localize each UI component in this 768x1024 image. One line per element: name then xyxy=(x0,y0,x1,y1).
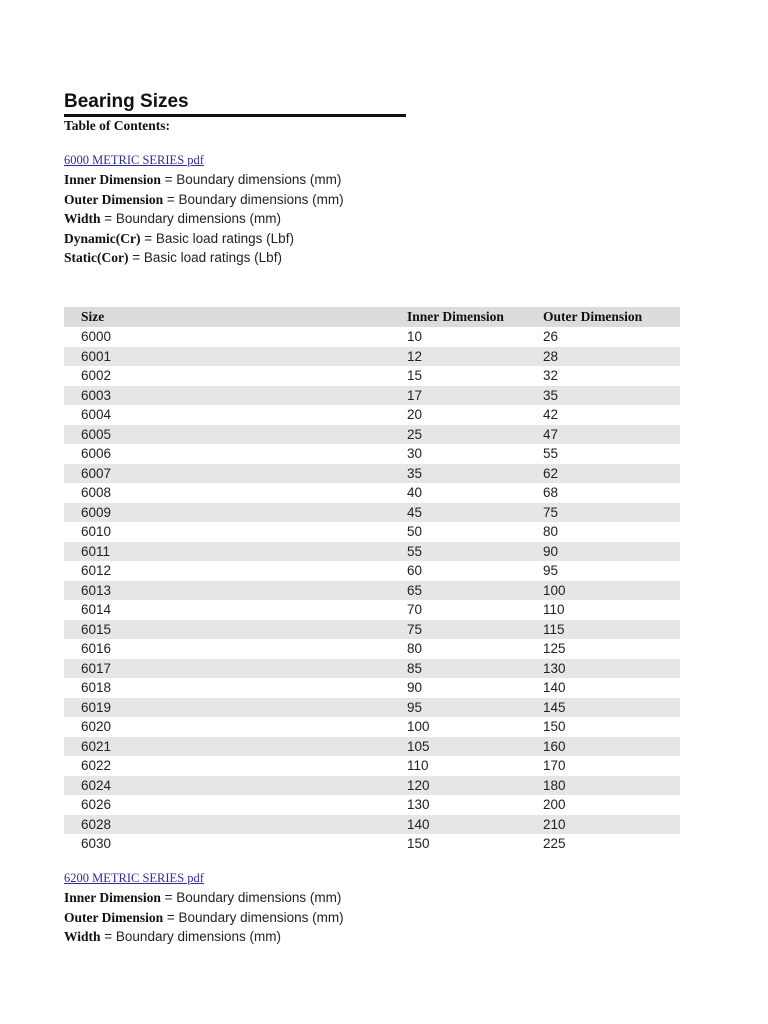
definition-desc: = Boundary dimensions (mm) xyxy=(160,890,342,905)
size-cell: 6020 xyxy=(81,719,112,734)
definition-desc: = Boundary dimensions (mm) xyxy=(163,191,344,207)
definition-outer-dimension xyxy=(64,908,344,928)
table-row xyxy=(64,503,680,523)
definition-term: Outer Dimension xyxy=(64,191,164,207)
inner-dimension-cell: 30 xyxy=(407,446,423,461)
inner-dimension-cell: 65 xyxy=(407,582,423,598)
size-cell: 6003 xyxy=(81,387,112,403)
outer-dimension-cell: 210 xyxy=(543,816,566,832)
outer-dimension-cell: 225 xyxy=(543,836,566,851)
definition-dynamic xyxy=(64,229,344,249)
outer-dimension-cell: 68 xyxy=(543,485,559,500)
outer-dimension-cell: 180 xyxy=(543,777,566,793)
outer-dimension-cell: 145 xyxy=(543,699,566,715)
table-row xyxy=(64,405,680,425)
table-row xyxy=(64,776,680,796)
table-row xyxy=(64,522,680,542)
table-row xyxy=(64,834,680,854)
table-row xyxy=(64,737,680,757)
inner-dimension-cell: 10 xyxy=(407,329,423,344)
series-6200-link[interactable]: 6200 METRIC SERIES pdf xyxy=(64,871,204,885)
bearing-sizes-table xyxy=(64,307,680,854)
header-size: Size xyxy=(81,309,105,324)
inner-dimension-cell: 12 xyxy=(407,348,423,364)
inner-dimension-cell: 15 xyxy=(407,368,423,383)
outer-dimension-cell: 150 xyxy=(543,719,566,734)
inner-dimension-cell: 35 xyxy=(407,465,423,481)
inner-dimension-cell: 75 xyxy=(407,621,423,637)
outer-dimension-cell: 90 xyxy=(543,543,559,559)
size-cell: 6019 xyxy=(81,699,112,715)
definition-outer-dimension xyxy=(64,190,344,210)
outer-dimension-cell: 75 xyxy=(543,504,559,520)
size-cell: 6026 xyxy=(81,797,112,812)
series-6000-link[interactable]: 6000 METRIC SERIES pdf xyxy=(64,153,204,167)
size-cell: 6017 xyxy=(81,660,112,676)
outer-dimension-cell: 35 xyxy=(543,387,559,403)
definition-desc: = Basic load ratings (Lbf) xyxy=(140,230,294,246)
size-cell: 6008 xyxy=(81,485,112,500)
inner-dimension-cell: 60 xyxy=(407,563,423,578)
table-row xyxy=(64,717,680,737)
outer-dimension-cell: 130 xyxy=(543,660,566,676)
definition-term: Width xyxy=(64,211,101,226)
page-title: Bearing Sizes xyxy=(64,91,189,112)
inner-dimension-cell: 20 xyxy=(407,407,423,422)
definition-width xyxy=(64,209,344,229)
inner-dimension-cell: 110 xyxy=(407,758,429,773)
size-cell: 6000 xyxy=(81,329,112,344)
size-cell: 6007 xyxy=(81,465,112,481)
table-row xyxy=(64,620,680,640)
table-row xyxy=(64,366,680,386)
outer-dimension-cell: 140 xyxy=(543,680,566,695)
outer-dimension-cell: 170 xyxy=(543,758,566,773)
definition-desc: = Boundary dimensions (mm) xyxy=(160,172,342,187)
definition-term: Dynamic(Cr) xyxy=(64,230,141,246)
size-cell: 6011 xyxy=(81,543,111,559)
table-row xyxy=(64,756,680,776)
outer-dimension-cell: 100 xyxy=(543,582,566,598)
size-cell: 6021 xyxy=(81,738,112,754)
definition-term: Outer Dimension xyxy=(64,909,164,925)
table-row xyxy=(64,698,680,718)
definition-term: Width xyxy=(64,929,101,944)
table-body xyxy=(64,327,680,854)
inner-dimension-cell: 40 xyxy=(407,485,423,500)
definition-inner-dimension xyxy=(64,888,344,908)
outer-dimension-cell: 26 xyxy=(543,329,559,344)
outer-dimension-cell: 32 xyxy=(543,368,559,383)
definition-desc: = Boundary dimensions (mm) xyxy=(100,211,281,226)
definition-static xyxy=(64,248,344,268)
table-row xyxy=(64,581,680,601)
definition-desc: = Basic load ratings (Lbf) xyxy=(128,250,282,265)
table-row xyxy=(64,386,680,406)
definition-inner-dimension xyxy=(64,170,344,190)
size-cell: 6024 xyxy=(81,777,112,793)
section-6200-series xyxy=(64,869,344,947)
table-row xyxy=(64,347,680,367)
inner-dimension-cell: 130 xyxy=(407,797,430,812)
table-row xyxy=(64,464,680,484)
inner-dimension-cell: 85 xyxy=(407,660,423,676)
table-row xyxy=(64,639,680,659)
size-cell: 6002 xyxy=(81,368,112,383)
definition-desc: = Boundary dimensions (mm) xyxy=(100,929,281,944)
inner-dimension-cell: 95 xyxy=(407,699,423,715)
size-cell: 6015 xyxy=(81,621,112,637)
inner-dimension-cell: 100 xyxy=(407,719,430,734)
inner-dimension-cell: 80 xyxy=(407,641,423,656)
definition-term: Static(Cor) xyxy=(64,250,129,265)
size-cell: 6018 xyxy=(81,680,112,695)
outer-dimension-cell: 95 xyxy=(543,563,559,578)
table-row xyxy=(64,659,680,679)
inner-dimension-cell: 90 xyxy=(407,680,423,695)
size-cell: 6014 xyxy=(81,602,112,617)
outer-dimension-cell: 115 xyxy=(543,621,565,637)
size-cell: 6022 xyxy=(81,758,112,773)
table-row xyxy=(64,678,680,698)
definition-width xyxy=(64,927,344,947)
definition-term: Inner Dimension xyxy=(64,890,161,905)
outer-dimension-cell: 160 xyxy=(543,738,566,754)
inner-dimension-cell: 55 xyxy=(407,543,423,559)
outer-dimension-cell: 110 xyxy=(543,602,565,617)
inner-dimension-cell: 105 xyxy=(407,738,430,754)
size-cell: 6012 xyxy=(81,563,112,578)
size-cell: 6006 xyxy=(81,446,112,461)
inner-dimension-cell: 140 xyxy=(407,816,430,832)
size-cell: 6030 xyxy=(81,836,112,851)
definition-term: Inner Dimension xyxy=(64,172,161,187)
section-6000-series xyxy=(64,151,344,268)
outer-dimension-cell: 42 xyxy=(543,407,559,422)
outer-dimension-cell: 47 xyxy=(543,426,559,442)
inner-dimension-cell: 25 xyxy=(407,426,423,442)
table-row xyxy=(64,815,680,835)
size-cell: 6028 xyxy=(81,816,112,832)
header-outer-dimension: Outer Dimension xyxy=(543,309,643,324)
inner-dimension-cell: 45 xyxy=(407,504,423,520)
table-row xyxy=(64,795,680,815)
size-cell: 6004 xyxy=(81,407,112,422)
outer-dimension-cell: 125 xyxy=(543,641,566,656)
size-cell: 6005 xyxy=(81,426,112,442)
table-header-row xyxy=(64,307,680,327)
table-row xyxy=(64,561,680,581)
table-row xyxy=(64,444,680,464)
inner-dimension-cell: 50 xyxy=(407,524,423,539)
size-cell: 6009 xyxy=(81,504,112,520)
definition-desc: = Boundary dimensions (mm) xyxy=(163,909,344,925)
inner-dimension-cell: 17 xyxy=(407,387,423,403)
size-cell: 6010 xyxy=(81,524,112,539)
inner-dimension-cell: 150 xyxy=(407,836,430,851)
size-cell: 6016 xyxy=(81,641,112,656)
table-row xyxy=(64,327,680,347)
outer-dimension-cell: 200 xyxy=(543,797,566,812)
header-inner-dimension: Inner Dimension xyxy=(407,309,504,324)
outer-dimension-cell: 80 xyxy=(543,524,559,539)
table-row xyxy=(64,425,680,445)
toc-label: Table of Contents: xyxy=(64,118,171,133)
outer-dimension-cell: 28 xyxy=(543,348,559,364)
inner-dimension-cell: 120 xyxy=(407,777,430,793)
inner-dimension-cell: 70 xyxy=(407,602,423,617)
size-cell: 6013 xyxy=(81,582,112,598)
size-cell: 6001 xyxy=(81,348,112,364)
outer-dimension-cell: 62 xyxy=(543,465,559,481)
table-row xyxy=(64,542,680,562)
table-row xyxy=(64,600,680,620)
outer-dimension-cell: 55 xyxy=(543,446,559,461)
table-row xyxy=(64,483,680,503)
